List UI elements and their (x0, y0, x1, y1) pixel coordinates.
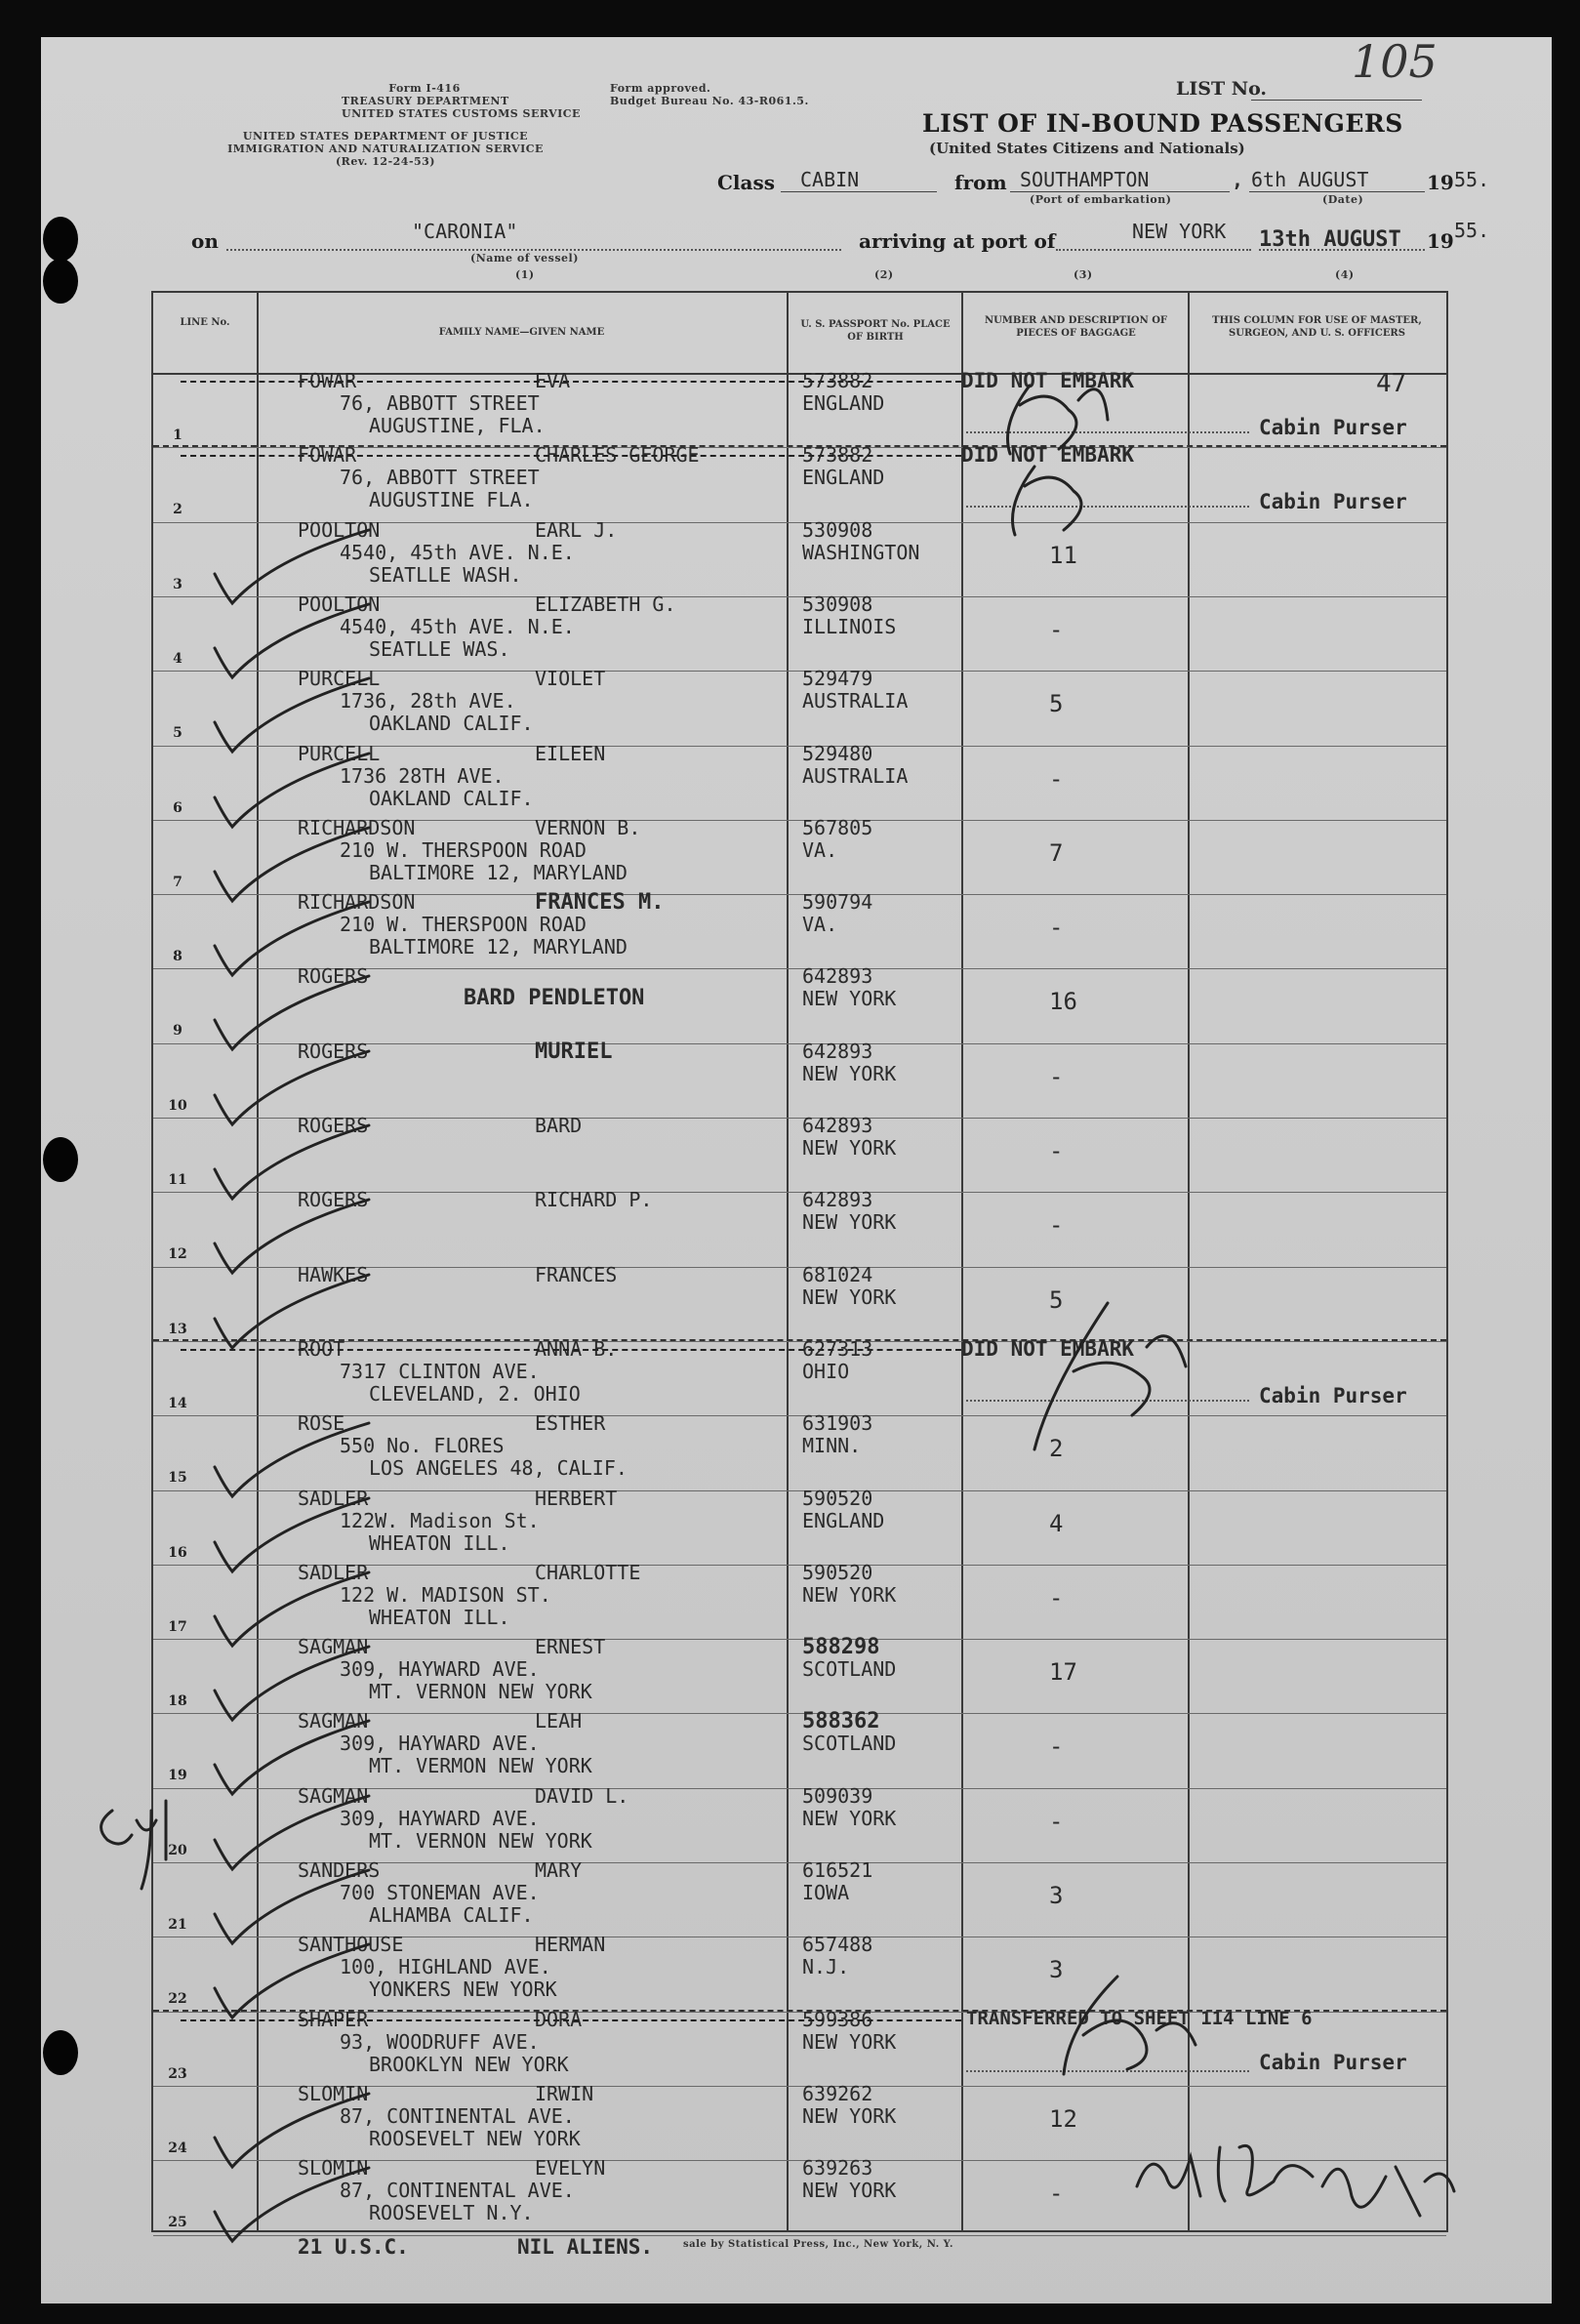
revision-date: (Rev. 12-24-53) (335, 155, 436, 168)
passport-number: 588298 (802, 1635, 880, 1660)
baggage-count: - (1049, 1583, 1064, 1611)
address-line-1: 1736, 28th AVE. (340, 689, 516, 714)
place-of-birth: N.J. (802, 1955, 850, 1979)
embarkation-date: 6th AUGUST (1251, 168, 1369, 191)
family-name: ROSE (298, 1411, 345, 1436)
address-line-2: SEATLLE WASH. (369, 562, 522, 587)
form-approved: Form approved. (610, 82, 711, 95)
statute-reference: 21 U.S.C. (298, 2235, 409, 2259)
baggage-count: 7 (1049, 838, 1064, 867)
address-line-1: 4540, 45th AVE. N.E. (340, 614, 575, 638)
baggage-count: 2 (1049, 1435, 1064, 1463)
vessel-name: "CARONIA" (412, 220, 518, 243)
address-line-2: MT. VERNON NEW YORK (369, 1828, 592, 1853)
given-name: ANNA B. (535, 1336, 618, 1361)
family-name: FOWAR (298, 369, 357, 392)
family-name: ROGERS (298, 1114, 369, 1137)
on-label: on (191, 229, 219, 253)
baggage-count: 3 (1049, 1956, 1064, 1984)
passport-number: 627313 (802, 1336, 873, 1361)
baggage-count: - (1049, 1062, 1064, 1090)
place-of-birth: NEW YORK (802, 1210, 897, 1235)
family-name: ROOT (298, 1336, 345, 1361)
line-number: 17 (168, 1618, 187, 1635)
address-line-2: BALTIMORE 12, MARYLAND (369, 935, 628, 959)
baggage-count: - (1049, 615, 1064, 643)
col-num-4: (4) (1335, 268, 1355, 281)
baggage-count: DID NOT EMBARK (961, 369, 1135, 392)
given-name: ESTHER (535, 1411, 606, 1436)
place-of-birth: NEW YORK (802, 1284, 897, 1309)
given-name: RICHARD P. (535, 1188, 653, 1212)
given-name: HERMAN (535, 1933, 606, 1957)
given-name: CHARLOTTE (535, 1560, 641, 1584)
address-line-1: 309, HAYWARD AVE. (340, 1657, 540, 1682)
line-number: 15 (168, 1470, 187, 1487)
family-name: SANTHOUSE (298, 1933, 404, 1957)
family-name: SANDERS (298, 1858, 381, 1882)
line-number: 14 (168, 1395, 187, 1411)
baggage-count: - (1049, 764, 1064, 793)
address-line-1: 4540, 45th AVE. N.E. (340, 540, 575, 564)
line-number: 10 (168, 1097, 187, 1114)
line-number: 12 (168, 1246, 187, 1263)
place-of-birth: NEW YORK (802, 1136, 897, 1160)
address-line-1: 210 W. THERSPOON ROAD (340, 913, 587, 937)
line-number: 18 (168, 1693, 187, 1710)
passport-number: 530908 (802, 591, 873, 616)
col-num-2: (2) (874, 268, 894, 281)
passport-number: 681024 (802, 1262, 873, 1286)
family-name: SHAPER (298, 2007, 369, 2031)
port-caption: (Port of embarkation) (1030, 193, 1172, 206)
given-name: EVA (535, 369, 571, 392)
family-name: ROGERS (298, 964, 369, 989)
line-number: 22 (168, 1991, 187, 2008)
given-name: MARY (535, 1858, 583, 1882)
baggage-count: 11 (1049, 541, 1077, 569)
line-number: 2 (173, 502, 182, 518)
family-name: SLOMIN (298, 2156, 369, 2181)
class-label: Class (717, 171, 775, 194)
passport-number: 590520 (802, 1560, 873, 1584)
col-num-1: (1) (515, 268, 535, 281)
given-name: MURIEL (535, 1039, 613, 1064)
line-number: 5 (173, 725, 182, 742)
place-of-birth: MINN. (802, 1434, 862, 1458)
address-line-1: 1736 28TH AVE. (340, 763, 505, 788)
place-of-birth: VA. (802, 837, 838, 862)
baggage-count: 16 (1049, 988, 1077, 1016)
from-label: from (954, 171, 1007, 194)
given-name: ELIZABETH G. (535, 591, 676, 616)
passport-number: 530908 (802, 517, 873, 542)
line-number: 20 (168, 1842, 187, 1858)
justice-dept: UNITED STATES DEPARTMENT OF JUSTICE (242, 130, 529, 143)
year-prefix: 19 (1427, 171, 1454, 194)
address-line-1: 76, ABBOTT STREET (340, 391, 540, 415)
address-line-1: 100, HIGHLAND AVE. (340, 1955, 551, 1979)
passport-number: 529479 (802, 667, 873, 691)
family-name: SAGMAN (298, 1635, 369, 1659)
purser-note: Cabin Purser (1259, 2050, 1407, 2074)
baggage-count: - (1049, 1733, 1064, 1761)
given-name: IRWIN (535, 2081, 594, 2105)
printer-credit: sale by Statistical Press, Inc., New York, N. Y. (683, 2239, 954, 2250)
baggage-count: 12 (1049, 2104, 1077, 2133)
passport-number: 588362 (802, 1709, 880, 1734)
baggage-count: 3 (1049, 1882, 1064, 1909)
place-of-birth: WASHINGTON (802, 540, 920, 564)
place-of-birth: VA. (802, 913, 838, 937)
given-name: DAVID L. (535, 1783, 629, 1808)
passport-number: 573882 (802, 369, 873, 392)
address-line-2: BROOKLYN NEW YORK (369, 2052, 569, 2076)
address-line-1: 309, HAYWARD AVE. (340, 1732, 540, 1756)
baggage-count: - (1049, 1137, 1064, 1164)
passport-number: 642893 (802, 1114, 873, 1137)
date-caption: (Date) (1322, 193, 1364, 206)
address-line-2: YONKERS NEW YORK (369, 1977, 557, 2002)
given-name: VIOLET (535, 667, 606, 691)
family-name: SAGMAN (298, 1783, 369, 1808)
line-number: 3 (173, 576, 182, 592)
officer-signature (1137, 2145, 1454, 2216)
nil-aliens-note: NIL ALIENS. (517, 2235, 654, 2259)
address-line-2: ROOSEVELT NEW YORK (369, 2126, 581, 2150)
family-name: RICHARDSON (298, 815, 416, 839)
passport-number: 639262 (802, 2081, 873, 2105)
address-line-2: MT. VERNON NEW YORK (369, 1680, 592, 1704)
page-title: LIST OF IN-BOUND PASSENGERS (922, 109, 1403, 138)
baggage-count: - (1049, 2180, 1064, 2208)
family-name: SADLER (298, 1560, 369, 1584)
arrival-year: 55. (1454, 219, 1490, 242)
place-of-birth: ENGLAND (802, 391, 885, 415)
page-subtitle: (United States Citizens and Nationals) (929, 140, 1245, 157)
baggage-count: DID NOT EMBARK (961, 1336, 1135, 1361)
passport-number: 639263 (802, 2156, 873, 2181)
passport-number: 642893 (802, 1188, 873, 1212)
address-line-1: 76, ABBOTT STREET (340, 466, 540, 490)
passport-number: 616521 (802, 1858, 873, 1882)
address-line-2: OAKLAND CALIF. (369, 712, 534, 736)
place-of-birth: IOWA (802, 1881, 850, 1904)
passport-number: 573882 (802, 443, 873, 468)
line-number: 13 (168, 1321, 187, 1337)
port-of-embarkation: SOUTHAMPTON (1020, 168, 1150, 191)
line-number: 1 (173, 428, 182, 443)
purser-note: Cabin Purser (1259, 1383, 1407, 1407)
arrival-port: NEW YORK (1132, 220, 1227, 243)
baggage-count: DID NOT EMBARK (961, 443, 1135, 468)
place-of-birth: NEW YORK (802, 1806, 897, 1830)
given-name: ERNEST (535, 1635, 606, 1659)
family-name: ROGERS (298, 1039, 369, 1063)
purser-note: Cabin Purser (1259, 416, 1407, 439)
embarkation-year: 55. (1454, 168, 1490, 191)
place-of-birth: ENGLAND (802, 1508, 885, 1532)
passport-number: 590794 (802, 890, 873, 915)
baggage-count: 17 (1049, 1658, 1077, 1687)
line-number: 6 (173, 799, 182, 816)
comma: , (1232, 168, 1244, 191)
address-line-2: AUGUSTINE, FLA. (369, 414, 546, 437)
vessel-caption: (Name of vessel) (470, 252, 579, 265)
given-name: EILEEN (535, 741, 606, 765)
family-name: PURCELL (298, 741, 381, 765)
given-name: BARD PENDLETON (464, 986, 645, 1011)
list-no-label: LIST No. (1176, 78, 1268, 100)
line-number: 16 (168, 1544, 187, 1561)
form-number: Form I-416 (388, 82, 461, 95)
given-name: LEAH (535, 1709, 583, 1733)
family-name: SLOMIN (298, 2081, 369, 2105)
line-number: 11 (168, 1172, 187, 1188)
given-name: VERNON B. (535, 815, 641, 839)
given-name: FRANCES (535, 1262, 618, 1286)
passport-number: 642893 (802, 1039, 873, 1063)
treasury-dept: TREASURY DEPARTMENT (342, 95, 509, 107)
col-header-passport: U. S. PASSPORT No. PLACE OF BIRTH (800, 319, 951, 343)
given-name: EVELYN (535, 2156, 606, 2181)
arrival-date: 13th AUGUST (1259, 227, 1401, 252)
place-of-birth: OHIO (802, 1359, 850, 1383)
family-name: SADLER (298, 1486, 369, 1510)
address-line-2: ALHAMBA CALIF. (369, 1903, 534, 1927)
address-line-2: AUGUSTINE FLA. (369, 488, 534, 512)
passport-number: 642893 (802, 964, 873, 989)
col-header-line-no: LINE No. (180, 317, 230, 328)
year-prefix-2: 19 (1427, 229, 1454, 253)
line-number: 9 (173, 1023, 182, 1040)
passport-number: 590520 (802, 1486, 873, 1510)
given-name: DORA (535, 2007, 583, 2031)
address-line-2: MT. VERMON NEW YORK (369, 1754, 592, 1778)
passport-number: 599386 (802, 2007, 873, 2031)
address-line-1: 122 W. MADISON ST. (340, 1582, 551, 1607)
family-name: POOLTON (298, 591, 381, 616)
baggage-count: TRANSFERRED TO SHEET 114 LINE 6 (966, 2007, 1313, 2029)
baggage-count: - (1049, 1211, 1064, 1240)
address-line-1: 87, CONTINENTAL AVE. (340, 2179, 575, 2203)
place-of-birth: NEW YORK (802, 1582, 897, 1607)
col-num-3: (3) (1074, 268, 1093, 281)
address-line-2: CLEVELAND, 2. OHIO (369, 1381, 581, 1406)
purser-initials-3 (1034, 1303, 1186, 1449)
list-number: 105 (1352, 35, 1438, 88)
given-name: BARD (535, 1114, 583, 1137)
officer-entry: 47 (1376, 369, 1407, 398)
given-name: HERBERT (535, 1486, 618, 1510)
arriving-label: arriving at port of (859, 229, 1056, 253)
margin-note (101, 1801, 166, 1889)
col-header-officers: THIS COLUMN FOR USE OF MASTER, SURGEON, AND U. S. OFFICERS (1212, 315, 1422, 339)
address-line-1: 93, WOODRUFF AVE. (340, 2029, 540, 2054)
line-number: 24 (168, 2140, 187, 2156)
line-number: 19 (168, 1768, 187, 1784)
passport-number: 657488 (802, 1933, 873, 1957)
line-number: 23 (168, 2065, 187, 2082)
baggage-count: 4 (1049, 1509, 1064, 1537)
passport-number: 631903 (802, 1411, 873, 1436)
place-of-birth: NEW YORK (802, 2029, 897, 2054)
purser-initials-1 (1008, 386, 1109, 454)
place-of-birth: ILLINOIS (802, 614, 897, 638)
address-line-2: WHEATON ILL. (369, 1530, 510, 1555)
given-name: EARL J. (535, 517, 618, 542)
line-number: 4 (173, 650, 182, 667)
place-of-birth: AUSTRALIA (802, 763, 909, 788)
given-name: CHARLES GEORGE (535, 443, 700, 468)
baggage-count: 5 (1049, 1285, 1064, 1314)
place-of-birth: SCOTLAND (802, 1657, 897, 1682)
address-line-1: 700 STONEMAN AVE. (340, 1881, 540, 1904)
address-line-2: OAKLAND CALIF. (369, 786, 534, 810)
col-header-baggage: NUMBER AND DESCRIPTION OF PIECES OF BAGGAGE (984, 315, 1168, 339)
address-line-1: 7317 CLINTON AVE. (340, 1359, 540, 1383)
address-line-2: LOS ANGELES 48, CALIF. (369, 1456, 628, 1481)
passport-number: 509039 (802, 1783, 873, 1808)
baggage-count: - (1049, 914, 1064, 942)
passport-number: 567805 (802, 815, 873, 839)
baggage-count: - (1049, 1807, 1064, 1835)
family-name: RICHARDSON (298, 890, 416, 915)
family-name: SAGMAN (298, 1709, 369, 1733)
passport-number: 529480 (802, 741, 873, 765)
place-of-birth: NEW YORK (802, 987, 897, 1011)
given-name: FRANCES M. (535, 890, 665, 916)
customs-service: UNITED STATES CUSTOMS SERVICE (342, 107, 581, 120)
place-of-birth: NEW YORK (802, 2179, 897, 2203)
family-name: PURCELL (298, 667, 381, 691)
place-of-birth: AUSTRALIA (802, 689, 909, 714)
address-line-2: SEATLLE WAS. (369, 636, 510, 661)
address-line-1: 550 No. FLORES (340, 1434, 505, 1458)
budget-bureau: Budget Bureau No. 43-R061.5. (610, 95, 809, 107)
family-name: FOWAR (298, 443, 357, 468)
line-number: 21 (168, 1917, 187, 1933)
address-line-2: ROOSEVELT N.Y. (369, 2201, 534, 2225)
family-name: ROGERS (298, 1188, 369, 1212)
ins-service: IMMIGRATION AND NATURALIZATION SERVICE (227, 143, 544, 155)
line-number: 7 (173, 874, 182, 890)
purser-note: Cabin Purser (1259, 490, 1407, 514)
place-of-birth: SCOTLAND (802, 1732, 897, 1756)
place-of-birth: ENGLAND (802, 466, 885, 490)
col-header-name: FAMILY NAME—GIVEN NAME (438, 327, 605, 338)
family-name: HAWKES (298, 1262, 369, 1286)
family-name: POOLTON (298, 517, 381, 542)
address-line-2: WHEATON ILL. (369, 1605, 510, 1629)
address-line-1: 87, CONTINENTAL AVE. (340, 2103, 575, 2128)
baggage-count: 5 (1049, 690, 1064, 718)
place-of-birth: NEW YORK (802, 1061, 897, 1085)
class-value: CABIN (800, 168, 860, 191)
address-line-1: 309, HAYWARD AVE. (340, 1806, 540, 1830)
purser-initials-2 (1013, 467, 1082, 535)
address-line-1: 122W. Madison St. (340, 1508, 540, 1532)
line-number: 25 (168, 2215, 187, 2231)
place-of-birth: NEW YORK (802, 2103, 897, 2128)
address-line-2: BALTIMORE 12, MARYLAND (369, 860, 628, 884)
line-number: 8 (173, 949, 182, 965)
address-line-1: 210 W. THERSPOON ROAD (340, 837, 587, 862)
purser-initials-4 (1064, 1977, 1195, 2074)
